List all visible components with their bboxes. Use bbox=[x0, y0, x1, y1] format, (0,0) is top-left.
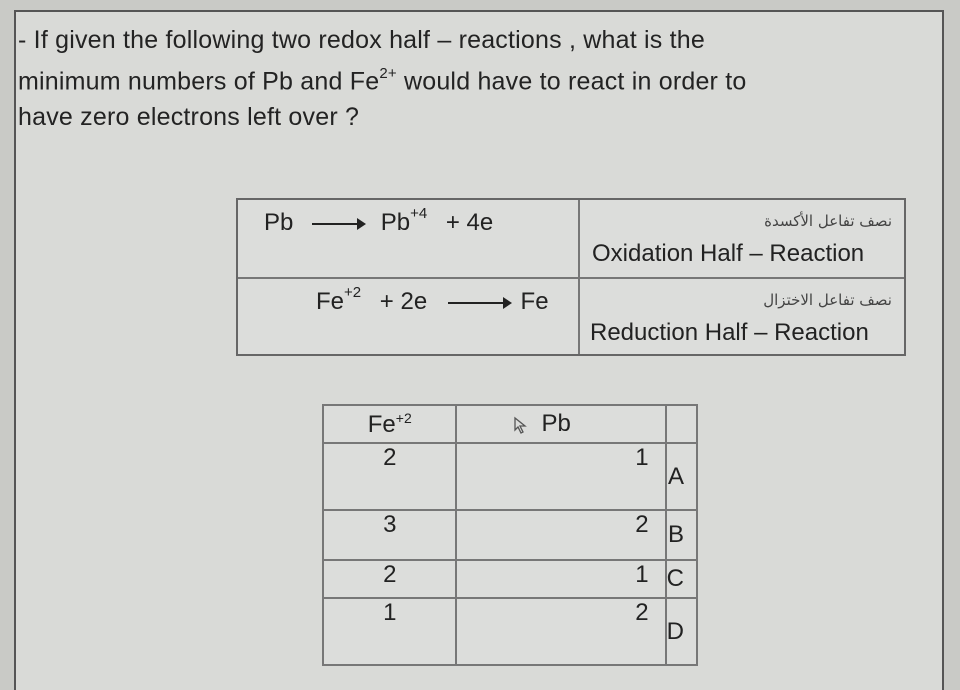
answer-option-letter[interactable]: A bbox=[666, 443, 697, 510]
answer-pb-value: 1 bbox=[456, 443, 665, 510]
oxidation-equation bbox=[264, 205, 494, 237]
fe-charge-sup: 2+ bbox=[379, 65, 397, 82]
header-fe-charge: +2 bbox=[395, 409, 412, 426]
answer-pb-value: 2 bbox=[456, 510, 665, 560]
answer-fe-value: 2 bbox=[323, 560, 456, 598]
header-pb bbox=[456, 405, 665, 443]
answer-row-d[interactable] bbox=[323, 598, 697, 665]
answer-row-b[interactable] bbox=[323, 510, 697, 560]
reduction-row bbox=[238, 279, 904, 356]
question-line-2-post: would have to react in order to bbox=[396, 67, 747, 96]
answer-fe-value: 3 bbox=[323, 510, 456, 560]
question-text bbox=[18, 22, 938, 135]
oxidation-electrons: + 4e bbox=[445, 209, 494, 236]
answer-header-row bbox=[323, 405, 697, 443]
question-line-1: - If given the following two redox half – reactions , what is the bbox=[18, 26, 705, 54]
reduction-equation bbox=[316, 284, 549, 316]
question-line-3: have zero electrons left over ? bbox=[18, 103, 360, 132]
reduction-label-arabic: نصف تفاعل الاختزال bbox=[763, 291, 892, 309]
answer-fe-value: 1 bbox=[323, 598, 456, 665]
oxidation-label-arabic: نصف تفاعل الأكسدة bbox=[764, 212, 892, 230]
header-fe-label: Fe bbox=[367, 410, 396, 438]
header-fe bbox=[323, 405, 456, 443]
reduction-reactant-charge: +2 bbox=[344, 284, 362, 301]
oxidation-product-charge: +4 bbox=[410, 205, 428, 222]
reduction-product: Fe bbox=[520, 288, 549, 315]
answer-option-letter[interactable]: D bbox=[666, 598, 697, 665]
header-pb-label: Pb bbox=[541, 410, 571, 438]
answer-fe-value: 2 bbox=[323, 443, 456, 510]
reaction-arrow-icon bbox=[312, 223, 364, 225]
oxidation-product: Pb bbox=[380, 209, 411, 236]
answer-option-letter[interactable]: B bbox=[666, 510, 697, 560]
answer-pb-value: 1 bbox=[456, 560, 665, 598]
header-option bbox=[666, 405, 697, 443]
answer-pb-value: 2 bbox=[456, 598, 665, 665]
answer-row-a[interactable] bbox=[323, 443, 697, 510]
cursor-arrow-icon bbox=[513, 416, 531, 434]
oxidation-reactant: Pb bbox=[264, 209, 294, 236]
question-line-2-pre: minimum numbers of Pb and Fe bbox=[18, 67, 380, 96]
answer-row-c[interactable] bbox=[323, 560, 697, 598]
half-reactions-table bbox=[236, 198, 906, 356]
question-line-2 bbox=[18, 58, 938, 99]
oxidation-label: Oxidation Half – Reaction bbox=[592, 240, 865, 267]
oxidation-row bbox=[238, 200, 904, 279]
reduction-reactant: Fe bbox=[316, 288, 345, 315]
reaction-arrow-icon bbox=[448, 302, 510, 304]
reduction-label: Reduction Half – Reaction bbox=[590, 319, 869, 346]
reduction-electrons: + 2e bbox=[379, 288, 428, 315]
answer-option-letter[interactable]: C bbox=[666, 560, 697, 598]
answer-options-table bbox=[322, 404, 698, 666]
